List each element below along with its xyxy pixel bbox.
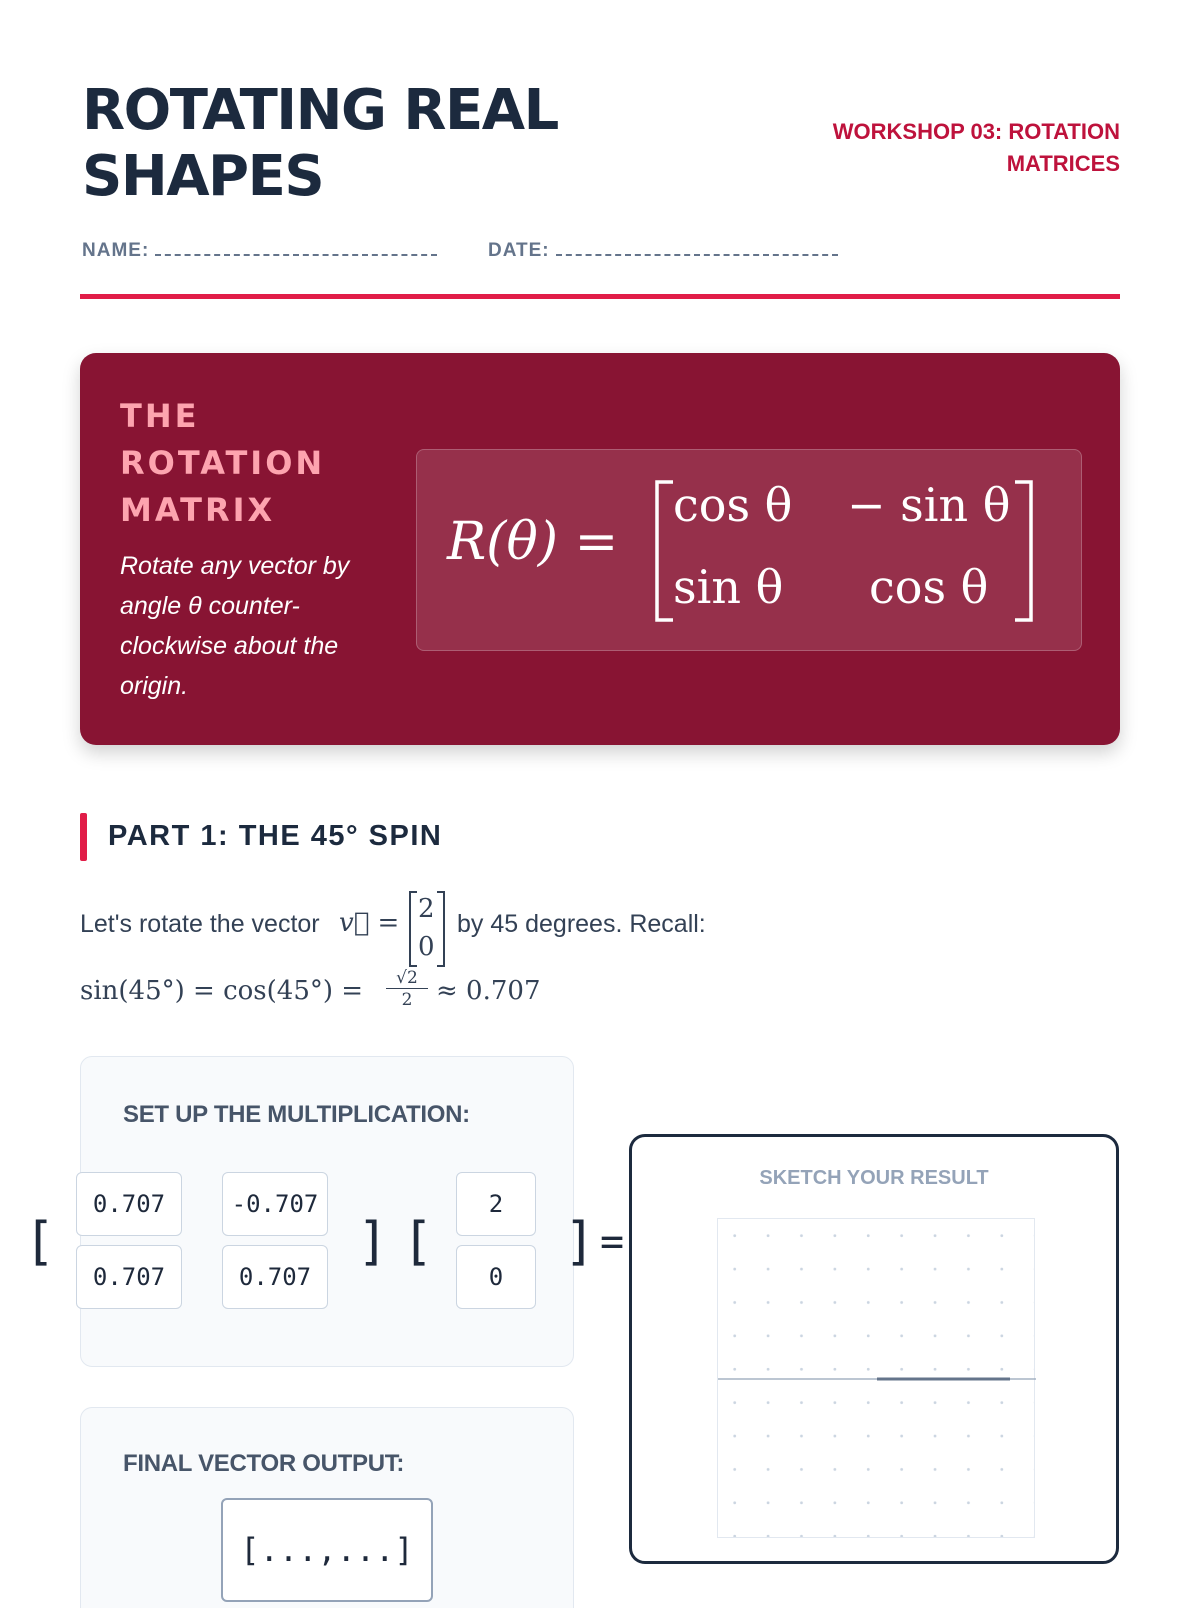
formula-m21: sin θ [673, 560, 784, 614]
sketch-title: SKETCH YOUR RESULT [759, 1167, 989, 1189]
rotation-formula [416, 449, 1082, 651]
intro-vector-x: 2 [418, 894, 435, 924]
final-output-card [80, 1407, 574, 1608]
hero-heading: THE ROTATION MATRIX [120, 397, 326, 529]
output-label: FINAL VECTOR OUTPUT: [123, 1450, 405, 1477]
sketch-grid[interactable] [717, 1218, 1035, 1538]
hero-description: Rotate any vector by angle θ counter-clockwise about the origin. [120, 552, 350, 700]
multiplication-label: SET UP THE MULTIPLICATION: [123, 1101, 470, 1128]
formula-m22: cos θ [869, 560, 989, 614]
vector-open-bracket: [ [402, 1212, 434, 1272]
matrix-cell-r2c1[interactable]: 0.707 [76, 1245, 182, 1309]
formula-right-bracket [1011, 480, 1035, 622]
recall-right: ≈ 0.707 [436, 976, 541, 1006]
name-line[interactable] [155, 240, 437, 256]
name-field[interactable] [82, 240, 437, 262]
matrix-open-bracket: [ [24, 1212, 56, 1272]
vector-cell-y[interactable]: 0 [456, 1245, 536, 1309]
intro-vector-right-bracket [435, 890, 447, 968]
intro-text-before: Let's rotate the vector [80, 910, 320, 938]
final-vector-input[interactable]: [...,...] [221, 1498, 433, 1602]
workshop-label: WORKSHOP 03: ROTATION MATRICES [832, 119, 1120, 176]
date-line[interactable] [556, 240, 838, 256]
section-accent-bar [80, 813, 87, 861]
sketch-axes [718, 1219, 1036, 1539]
vector-symbol: v⃗ = [339, 908, 400, 938]
intro-vector-y: 0 [418, 932, 435, 962]
date-label: DATE: [488, 240, 550, 261]
part1-title: PART 1: THE 45° SPIN [108, 820, 443, 852]
rotation-matrix-card [80, 353, 1120, 745]
matrix-cell-r2c2[interactable]: 0.707 [222, 1245, 328, 1309]
fraction-numerator: √2 [386, 968, 428, 989]
matrix-close-bracket: ] [357, 1212, 389, 1272]
formula-lhs: R(θ) = [447, 512, 619, 572]
date-field[interactable] [488, 240, 838, 262]
vector-cell-x[interactable]: 2 [456, 1172, 536, 1236]
formula-m11: cos θ [673, 478, 793, 532]
matrix-cell-r1c1[interactable]: 0.707 [76, 1172, 182, 1236]
sketch-panel [629, 1134, 1119, 1564]
equals-sign: = [600, 1219, 625, 1265]
header-divider [80, 294, 1120, 299]
vector-close-bracket: ] [564, 1212, 596, 1272]
name-label: NAME: [82, 240, 150, 261]
formula-m12: − sin θ [847, 478, 1011, 532]
recall-left: sin(45°) = cos(45°) = [80, 976, 364, 1006]
intro-text-after: by 45 degrees. Recall: [457, 910, 706, 938]
page-title: ROTATING REAL SHAPES [82, 78, 558, 209]
fraction-denominator: 2 [401, 990, 413, 1010]
matrix-cell-r1c2[interactable]: -0.707 [222, 1172, 328, 1236]
